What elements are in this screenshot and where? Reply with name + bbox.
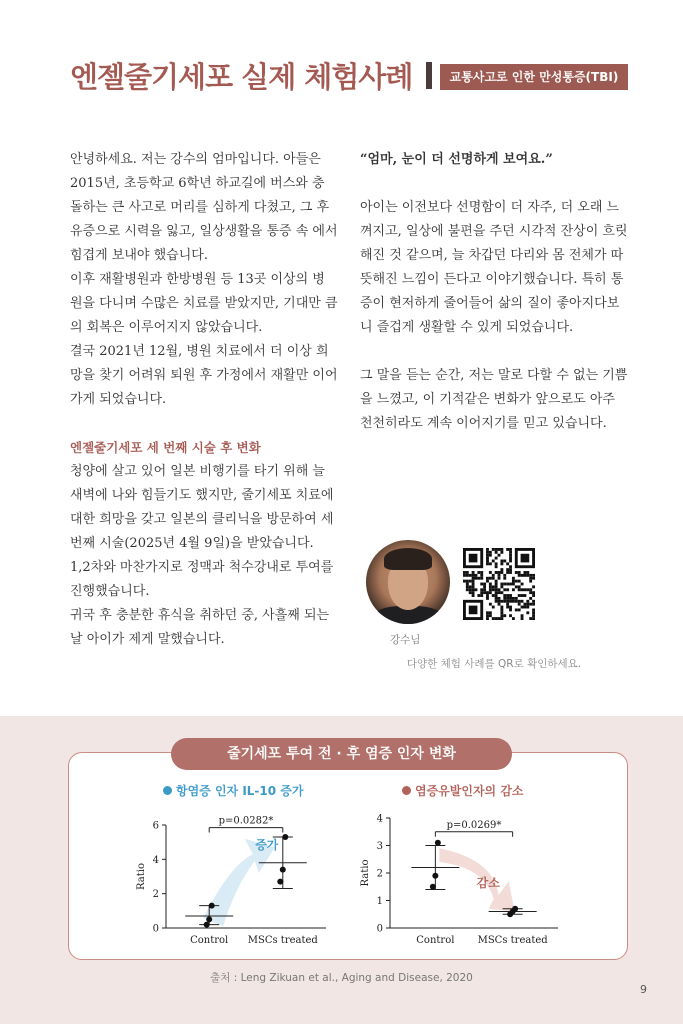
qr-module [483,583,486,586]
p-value-label: p=0.0282* [218,815,274,827]
qr-module [492,585,495,588]
qr-module [506,597,509,600]
qr-module [486,597,489,600]
qr-finder-core [469,554,478,563]
qr-module [515,600,518,603]
qr-module [512,577,515,580]
qr-module [500,562,503,565]
qr-module [509,560,512,563]
qr-module [521,588,524,591]
x-tick-label: Control [416,935,455,946]
right-paragraph-1: 아이는 이전보다 선명함이 더 자주, 더 오래 느껴지고, 일상에 불편을 주던 시각적 잔상이 흐릿해진 것 같으며, 늘 차갑던 다리와 몸 전체가 따뜻해진 느낌이 든다고 이야기했습니다. 특히 통증이 현저하게 줄어들어 삶의 질이 좋아지다보니 즐겁게 생활할 수 있게 되었습니다. [360,200,628,335]
qr-module [469,574,472,577]
qr-module [483,585,486,588]
qr-module [472,588,475,591]
qr-module [480,588,483,591]
left-paragraph-1: 안녕하세요. 저는 강수의 엄마입니다. 아들은 2015년, 초등학교 6학년 하교길에 버스와 충 돌하는 큰 사고로 머리를 심하게 다쳤고, 그 후유증으로 시력을 잃고, 일상생활을 통증 속 에서 힘겹게 보내야 했습니다. [70,152,338,263]
data-point [204,922,210,928]
figure-title: 줄기세포 투여 전 · 후 염증 인자 변화 [171,738,512,770]
qr-module [492,594,495,597]
qr-module [492,588,495,591]
qr-module [509,571,512,574]
qr-module [492,606,495,609]
qr-module [529,617,532,620]
data-point [432,873,438,879]
qr-module [472,583,475,586]
qr-module [498,617,501,620]
qr-module [529,577,532,580]
photo-caption: 강수님 [390,634,421,646]
qr-module [509,557,512,560]
qr-module [495,548,498,551]
qr-module [509,554,512,557]
qr-module [515,608,518,611]
qr-module [523,594,526,597]
qr-module [523,588,526,591]
y-tick-label: 6 [152,820,159,832]
qr-module [477,571,480,574]
qr-module [500,548,503,551]
qr-module [483,591,486,594]
qr-module [500,591,503,594]
qr-module [509,614,512,617]
qr-module [466,583,469,586]
qr-module [509,608,512,611]
qr-module [532,614,535,617]
qr-module [503,614,506,617]
qr-module [503,560,506,563]
qr-module [486,594,489,597]
bullet-dot-icon [163,786,172,795]
qr-module [475,574,478,577]
qr-module [503,577,506,580]
qr-module [477,577,480,580]
qr-module [518,580,521,583]
qr-module [518,600,521,603]
qr-module [466,574,469,577]
arrow-label: 감소 [476,875,500,890]
qr-module [495,591,498,594]
qr-module [506,571,509,574]
qr-module [466,588,469,591]
qr-module [489,588,492,591]
qr-module [495,562,498,565]
qr-module [486,614,489,617]
qr-module [486,560,489,563]
qr-module [532,617,535,620]
qr-module [509,583,512,586]
qr-module [506,603,509,606]
qr-module [498,574,501,577]
qr-module [526,571,529,574]
qr-module [512,583,515,586]
qr-module [523,603,526,606]
qr-module [489,577,492,580]
data-point [209,903,215,909]
qr-module [526,574,529,577]
data-point [277,879,283,885]
qr-module [498,591,501,594]
data-point [280,867,286,873]
qr-module [521,574,524,577]
qr-module [472,591,475,594]
qr-module [498,577,501,580]
qr-module [515,580,518,583]
qr-module [489,585,492,588]
qr-module [500,551,503,554]
qr-module [518,571,521,574]
qr-caption: 다양한 체험 사례를 QR로 확인하세요. [406,658,582,670]
qr-module [463,580,466,583]
qr-module [515,585,518,588]
qr-module [521,600,524,603]
qr-module [492,574,495,577]
qr-module [503,594,506,597]
qr-module [495,580,498,583]
qr-module [489,611,492,614]
spacer [70,412,338,436]
chart1-heading [163,782,303,799]
qr-module [500,571,503,574]
qr-module [472,571,475,574]
bullet-dot-icon [402,786,411,795]
qr-module [469,580,472,583]
qr-module [532,600,535,603]
qr-module [529,574,532,577]
qr-module [512,580,515,583]
page-title: 엔젤줄기세포 실제 체험사례 [70,60,413,94]
qr-module [529,591,532,594]
right-column [360,148,628,436]
qr-module [472,577,475,580]
qr-module [495,551,498,554]
left-paragraph-2: 이후 재활병원과 한방병원 등 13곳 이상의 병 원을 다니며 수많은 치료를 받았지만, 기대만 큼의 회복은 이루어지지 않았습니다. [70,272,338,335]
qr-module [521,617,524,620]
qr-module [532,591,535,594]
qr-module [500,611,503,614]
qr-module [500,600,503,603]
p-value-label: p=0.0269* [446,819,502,831]
qr-module [489,603,492,606]
left-paragraph-5: 귀국 후 충분한 휴식을 취하던 중, 사흘째 되는 날 아이가 제게 말했습니다. [70,608,330,647]
qr-module [495,594,498,597]
qr-module [498,603,501,606]
x-tick-label: MSCs treated [477,935,548,946]
y-tick-label: 0 [376,923,383,935]
qr-module [495,617,498,620]
data-point [512,906,518,912]
qr-module [509,597,512,600]
qr-module [492,577,495,580]
qr-module [512,617,515,620]
qr-module [500,583,503,586]
qr-module [489,614,492,617]
qr-module [489,562,492,565]
qr-module [492,548,495,551]
qr-module [512,588,515,591]
qr-module [486,591,489,594]
title-divider [426,62,432,89]
qr-module [480,574,483,577]
qr-module [529,603,532,606]
qr-module [495,557,498,560]
y-tick-label: 4 [376,813,383,825]
qr-module [532,611,535,614]
qr-module [521,614,524,617]
qr-module [480,571,483,574]
qr-module [532,608,535,611]
title-tag: 교통사고로 인한 만성통증(TBI) [440,64,628,90]
qr-module [486,548,489,551]
qr-module [472,585,475,588]
qr-module [506,562,509,565]
y-tick-label: 2 [152,889,159,901]
qr-module [523,574,526,577]
qr-module [509,594,512,597]
qr-module [506,568,509,571]
qr-module [503,588,506,591]
qr-module [506,594,509,597]
y-axis-label: Ratio [360,859,371,887]
qr-module [486,557,489,560]
qr-module [498,554,501,557]
y-tick-label: 0 [152,923,159,935]
qr-module [480,594,483,597]
qr-module [495,585,498,588]
qr-module [521,594,524,597]
qr-module [489,583,492,586]
qr-module [463,574,466,577]
qr-module [500,568,503,571]
quote: “엄마, 눈이 더 선명하게 보여요.” [360,152,553,167]
qr-module [495,597,498,600]
qr-module [486,577,489,580]
qr-module [500,608,503,611]
qr-module [480,591,483,594]
portrait-photo [366,540,450,624]
qr-module [512,597,515,600]
qr-module [529,588,532,591]
qr-module [503,583,506,586]
qr-module [515,597,518,600]
left-column [70,148,338,652]
qr-module [500,585,503,588]
y-tick-label: 2 [376,868,383,880]
left-paragraph-3: 결국 2021년 12월, 병원 치료에서 더 이상 희 망을 찾기 어려워 퇴원 후 가정에서 재활만 이어가게 되었습니다. [70,344,338,407]
arrow-label: 증가 [255,838,279,853]
qr-module [489,571,492,574]
qr-module [518,608,521,611]
qr-module [500,560,503,563]
qr-module [498,600,501,603]
qr-module [500,617,503,620]
qr-module [498,597,501,600]
page-number: 9 [640,983,647,996]
qr-module [469,588,472,591]
qr-module [480,583,483,586]
qr-module [486,617,489,620]
qr-module [466,571,469,574]
qr-module [472,580,475,583]
qr-module [475,588,478,591]
qr-module [483,588,486,591]
qr-module [509,551,512,554]
section-subheading: 엔젤줄기세포 세 번째 시술 후 변화 [70,440,261,455]
qr-module [486,562,489,565]
y-tick-label: 4 [152,854,159,866]
qr-module [495,571,498,574]
qr-module [486,611,489,614]
qr-module [506,588,509,591]
qr-module [472,594,475,597]
qr-module [526,611,529,614]
qr-module [506,548,509,551]
qr-module [495,565,498,568]
qr-module [518,594,521,597]
qr-module [495,600,498,603]
source-citation: 출처 : Leng Zikuan et al., Aging and Disease, 2020 [210,972,473,984]
inflammatory-factor-chart [360,800,570,955]
qr-module [489,551,492,554]
qr-module [509,568,512,571]
qr-module [498,548,501,551]
qr-module [498,571,501,574]
chart1-title: 항염증 인자 IL-10 증가 [176,784,304,798]
data-point [430,884,436,890]
qr-finder-core [521,554,530,563]
qr-module [475,577,478,580]
qr-module [506,583,509,586]
y-tick-label: 3 [376,841,383,852]
spacer [360,172,628,196]
photo-hair [384,548,432,570]
qr-module [509,606,512,609]
qr-module [492,617,495,620]
il10-chart [128,800,333,955]
qr-module [469,591,472,594]
qr-module [518,588,521,591]
qr-module [503,597,506,600]
qr-module [521,606,524,609]
qr-module [506,600,509,603]
qr-module [526,606,529,609]
qr-module [509,548,512,551]
qr-module [466,585,469,588]
qr-module [506,606,509,609]
data-point [435,840,441,846]
data-point [282,834,288,840]
qr-module [509,565,512,568]
qr-module [463,571,466,574]
qr-module [477,594,480,597]
qr-module [526,603,529,606]
left-paragraph-4: 청양에 살고 있어 일본 비행기를 타기 위해 늘 새벽에 나와 힘들기도 했지만, 줄기세포 치료에 대한 희망을 갖고 일본의 클리닉을 방문하여 세 번째 시술(2025년 4월 9일)을 받았습니다. 1,2차와 마찬가지로 정맥과 척수강내로 투여를 진행했습니다. [70,464,334,599]
y-tick-label: 1 [376,896,383,907]
qr-module [526,600,529,603]
qr-module [529,597,532,600]
qr-module [503,600,506,603]
qr-module [532,585,535,588]
qr-module [498,588,501,591]
qr-module [526,588,529,591]
qr-module [518,603,521,606]
qr-module [486,554,489,557]
qr-module [492,560,495,563]
qr-module [486,551,489,554]
qr-module [489,554,492,557]
chart2-heading [402,782,524,799]
qr-module [489,591,492,594]
qr-finder-core [469,606,478,615]
qr-module [495,588,498,591]
qr-module [521,583,524,586]
data-point [206,916,212,922]
right-paragraph-2: 그 말을 듣는 순간, 저는 말로 다할 수 없는 기쁨을 느꼈고, 이 기적같은 변화가 앞으로도 아주 천천히라도 계속 이어지기를 믿고 있습니다. [360,368,628,431]
chart2-title: 염증유발인자의 감소 [415,784,524,798]
qr-module [518,585,521,588]
x-tick-label: Control [190,935,229,946]
qr-module [532,574,535,577]
spacer [360,340,628,364]
y-axis-label: Ratio [136,863,147,890]
qr-module [472,574,475,577]
qr-module [518,574,521,577]
x-tick-label: MSCs treated [247,935,318,946]
qr-module [486,580,489,583]
qr-code-icon[interactable] [463,548,535,620]
qr-module [512,600,515,603]
qr-module [529,580,532,583]
qr-module [523,571,526,574]
qr-module [532,603,535,606]
qr-module [509,600,512,603]
qr-module [495,583,498,586]
qr-module [480,577,483,580]
qr-module [523,606,526,609]
qr-module [515,571,518,574]
qr-module [469,585,472,588]
qr-module [532,594,535,597]
qr-module [500,614,503,617]
qr-module [503,574,506,577]
qr-module [500,606,503,609]
qr-module [466,580,469,583]
qr-module [532,577,535,580]
